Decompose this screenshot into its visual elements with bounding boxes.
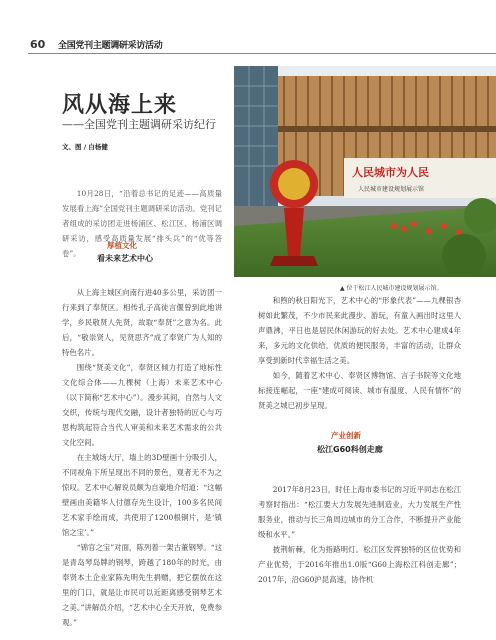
intro-text: 10月28日，“沿着总书记的足迹——高质量发展看上海”全国党刊主题调研采访活动。党刊记者组成的采访团走进杨浦区、松江区、杨浦区调研采访，感受高质量发展“排头兵”的“优等答卷”。 xyxy=(62,189,222,258)
article-title: 风从海上来 xyxy=(62,92,178,118)
paragraph: 从上海主城区向南行进40多公里，采访团一行来到了奉贤区。相传孔子高徒言偃曾到此地讲学，乡民敬贤人先贤，故取“奉贤”之意为名。此后，“敬崇贤人，见贤思齐”成了奉贤广为人知的特色名片。 xyxy=(62,288,222,357)
paragraph: “锦官之宝”对面，陈列着一架古董钢琴。“这是青岛琴岛牌的钢琴，跨越了180年的时光，由奉贤本土企业家陈先明先生捐赠，把它摆放在这里的门口，就是让市民可以近距离感受钢琴艺术之美。”讲解员介绍，“艺术中心全天开放，免费参观。” xyxy=(62,543,222,627)
paragraph: 在主城场大厅，墙上的3D壁画十分吸引人，不同视角下所呈现出不同的景色，观者无不为之惊叹。艺术中心解说员颇为自豪地介绍道：“这幅壁画由美籍华人付德存先生设计，100多名民间艺术家手绘而成，共使用了1200根铜片，是‘镇馆之宝’。” xyxy=(62,453,222,537)
sign-text-sub: 人民城市建设规划展示馆 xyxy=(358,186,425,193)
article-photo xyxy=(234,66,496,277)
building-photo-illustration xyxy=(234,66,496,277)
sign-text-main: 人民城市为人民 xyxy=(352,166,429,179)
section1-column1 xyxy=(62,285,222,630)
photo-caption: ▲ 位于松江人民城市建设规划展示馆。 xyxy=(340,285,443,292)
section2-category: 产业创新 xyxy=(331,431,361,440)
paragraph: 如今，随着艺术中心、奉贤区博物馆、言子书院等文化地标接连崛起，一座“建成可阅读、城市有温度、人民有情怀”的贤美之城已初步呈现。 xyxy=(258,371,461,410)
section1-heading: 看未来艺术中心 xyxy=(97,254,153,263)
article-subtitle: ——全国党刊主题调研采访纪行 xyxy=(62,118,216,131)
section1-category: 厚植文化 xyxy=(107,241,137,250)
paragraph: 披荆斩棘，化为指路明灯。松江区发挥独特的区位优势和产业优势，于2016年推出1.0版“G60上海松江科创走廊”；2017年，沿G60沪昆高速，协作机 xyxy=(258,545,461,584)
section2-heading: 松江G60科创走廊 xyxy=(317,445,383,454)
header-divider xyxy=(28,53,496,54)
running-header-title: 全国党刊主题调研采访活动 xyxy=(58,41,163,51)
page-number: 60 xyxy=(30,38,46,51)
paragraph: 围绕“贤美文化”，奉贤区倾力打造了地标性文化综合体——九棵树（上海）未来艺术中心（以下简称“艺术中心”）。漫步其间，自然与人文交织，传统与现代交融，设计者独特的匠心与巧思构筑起符合当代人审美和未来艺术需求的公共文化空间。 xyxy=(62,363,222,447)
intro-paragraph xyxy=(62,186,222,261)
article-byline: 文、图 / 白杨健 xyxy=(62,143,108,151)
section1-column2 xyxy=(258,293,461,413)
section2-body xyxy=(258,482,461,587)
paragraph: 和煦的秋日阳光下，艺术中心的“形象代表”——九棵银杏树如此繁茂，不少市民来此漫步、游玩，有童入画出时这里人声鼎沸，平日也是居民休闲游玩的好去处。艺术中心建成4年来，多元的文化供给，优质的便民服务，丰富的活动，让群众享受到新时代幸福生活之美。 xyxy=(258,296,461,365)
paragraph: 2017年8月23日，时任上海市委书记的习近平同志在松江考察时指出：“松江要大力发展先进制造业，大力发展生产性服务业，推动与长三角周边城市的分工合作，不断提升产业能级和水平。” xyxy=(258,485,461,539)
